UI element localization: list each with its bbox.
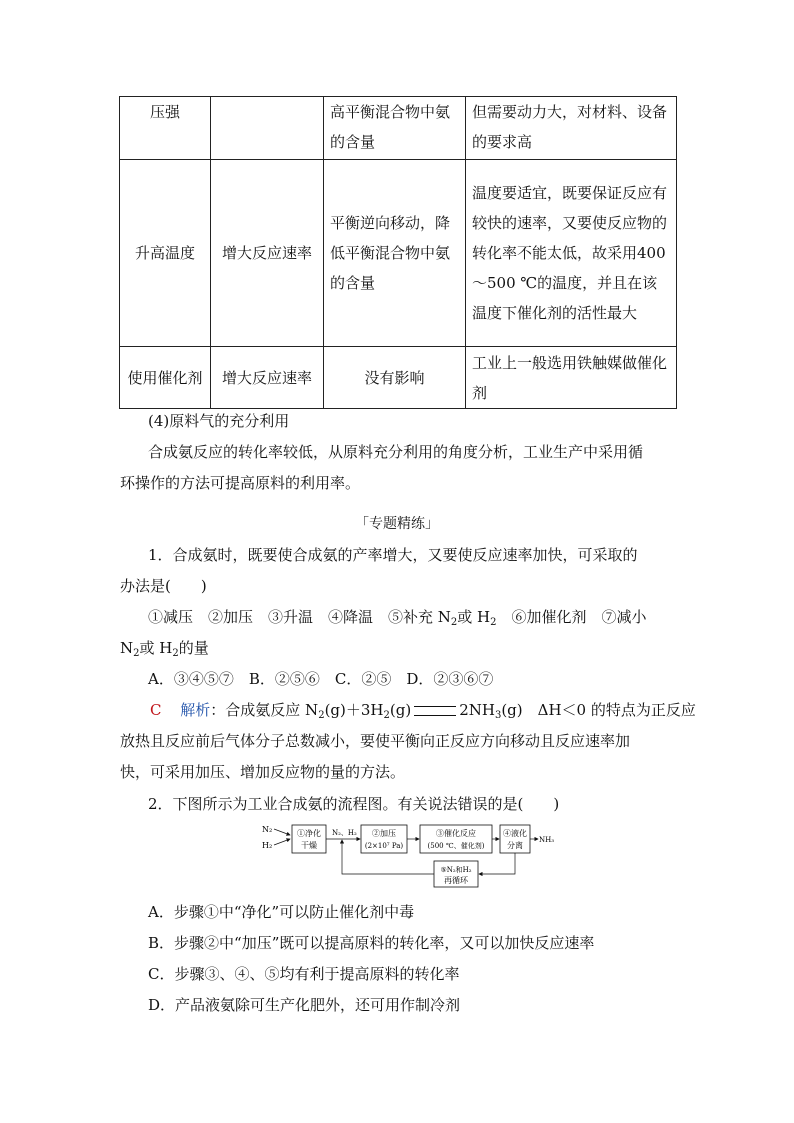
table-cell: 使用催化剂 bbox=[120, 347, 211, 409]
practice-title: 「专题精练」 bbox=[355, 516, 439, 532]
step-label: ④液化 bbox=[503, 829, 527, 838]
step-label: ⑤N₂和H₂ bbox=[440, 866, 472, 874]
step-label: 分离 bbox=[507, 841, 523, 850]
analysis-text: (g) ΔH＜0 的特点为正反应 bbox=[501, 701, 696, 719]
table-cell: 压强 bbox=[120, 97, 211, 160]
table-cell: 平衡逆向移动，降低平衡混合物中氨的含量 bbox=[324, 160, 466, 347]
analysis-text: (g) bbox=[389, 701, 412, 719]
table-cell: 但需要动力大，对材料、设备的要求高 bbox=[466, 97, 677, 160]
q1-choices: A．③④⑤⑦ B．②⑤⑥ C．②⑤ D．②③⑥⑦ bbox=[148, 670, 494, 688]
q2-option-d: D．产品液氨除可生产化肥外，还可用作制冷剂 bbox=[148, 996, 461, 1014]
equilibrium-arrow bbox=[414, 706, 456, 716]
analysis-text: 2NH bbox=[459, 701, 495, 719]
analysis-text: (g)＋3H bbox=[324, 701, 384, 719]
q2-option-b: B．步骤②中“加压”既可以提高原料的转化率，又可以加快反应速率 bbox=[148, 934, 595, 952]
q2-option-a: A．步骤①中“净化”可以防止催化剂中毒 bbox=[148, 903, 415, 921]
answer-letter: C bbox=[150, 701, 162, 719]
table-cell: 升高温度 bbox=[120, 160, 211, 347]
paragraph-line: 合成氨反应的转化率较低，从原料充分利用的角度分析，工业生产中采用循 bbox=[148, 443, 644, 461]
table-cell: 增大反应速率 bbox=[211, 347, 324, 409]
input-label: H₂ bbox=[262, 841, 273, 850]
table-cell: 没有影响 bbox=[324, 347, 466, 409]
q1-stem: 办法是( ) bbox=[120, 577, 207, 595]
output-label: NH₃ bbox=[539, 836, 555, 844]
table-row bbox=[120, 97, 677, 160]
section-heading: (4)原料气的充分利用 bbox=[148, 412, 290, 430]
q1-options-text: ①减压 ②加压 ③升温 ④降温 ⑤补充 N bbox=[148, 608, 451, 626]
table-cell: 工业上一般选用铁触媒做催化剂 bbox=[466, 347, 677, 409]
analysis-label: 解析 bbox=[180, 701, 211, 719]
analysis-text: 快，可采用加压、增加反应物的量的方法。 bbox=[120, 763, 406, 781]
conditions-table bbox=[119, 96, 677, 409]
analysis-text: ：合成氨反应 N bbox=[210, 701, 319, 719]
q1-options-text: 或 H bbox=[457, 608, 491, 626]
q1-options: ①减压 ②加压 ③升温 ④降温 ⑤补充 $N_2$或 $H_2$ ⑥加催化剂 ⑦减小 bbox=[148, 608, 647, 628]
analysis-text: 放热且反应前后气体分子总数减小，要使平衡向正反应方向移动且反应速率加 bbox=[120, 732, 631, 750]
step-label: ②加压 bbox=[372, 829, 396, 838]
table-cell bbox=[211, 97, 324, 160]
flow-label: N₂、H₂ bbox=[332, 829, 357, 837]
step-label: 干燥 bbox=[301, 841, 317, 850]
ammonia-flow-diagram bbox=[262, 823, 555, 889]
table-cell: 增大反应速率 bbox=[211, 160, 324, 347]
q1-options-text: ⑥加催化剂 ⑦减小 bbox=[496, 608, 647, 626]
q1-options: $N_2$或 $H_2$的量 bbox=[120, 639, 209, 659]
q1-options-text: 或 H bbox=[139, 639, 173, 657]
step-label: ①净化 bbox=[297, 829, 321, 838]
q2-stem: 2．下图所示为工业合成氨的流程图。有关说法错误的是( ) bbox=[148, 795, 560, 813]
step-label: ③催化反应 bbox=[436, 829, 476, 838]
paragraph-line: 环操作的方法可提高原料的利用率。 bbox=[120, 474, 361, 492]
input-label: N₂ bbox=[262, 825, 273, 834]
step-label: (500 ℃、催化剂) bbox=[427, 842, 485, 850]
q1-analysis: C 解析：合成氨反应 $N_2(g)+3H_2(g)$ $2NH_3(g)$ ΔH＜0 的特点为正反应 bbox=[150, 701, 696, 721]
q1-options-text: N bbox=[120, 639, 134, 657]
step-label: 再循环 bbox=[444, 876, 468, 885]
table-cell: 温度要适宜，既要保证反应有较快的速率，又要使反应物的转化率不能太低，故采用400～500 ℃的温度，并且在该温度下催化剂的活性最大 bbox=[466, 160, 677, 347]
table-row bbox=[120, 347, 677, 409]
q1-options-text: 的量 bbox=[178, 639, 209, 657]
table-cell: 高平衡混合物中氨的含量 bbox=[324, 97, 466, 160]
q1-stem: 1．合成氨时，既要使合成氨的产率增大，又要使反应速率加快，可采取的 bbox=[148, 546, 638, 564]
table-row bbox=[120, 160, 677, 347]
q2-option-c: C．步骤③、④、⑤均有利于提高原料的转化率 bbox=[148, 965, 460, 983]
step-label: (2×10⁷ Pa) bbox=[364, 842, 404, 850]
